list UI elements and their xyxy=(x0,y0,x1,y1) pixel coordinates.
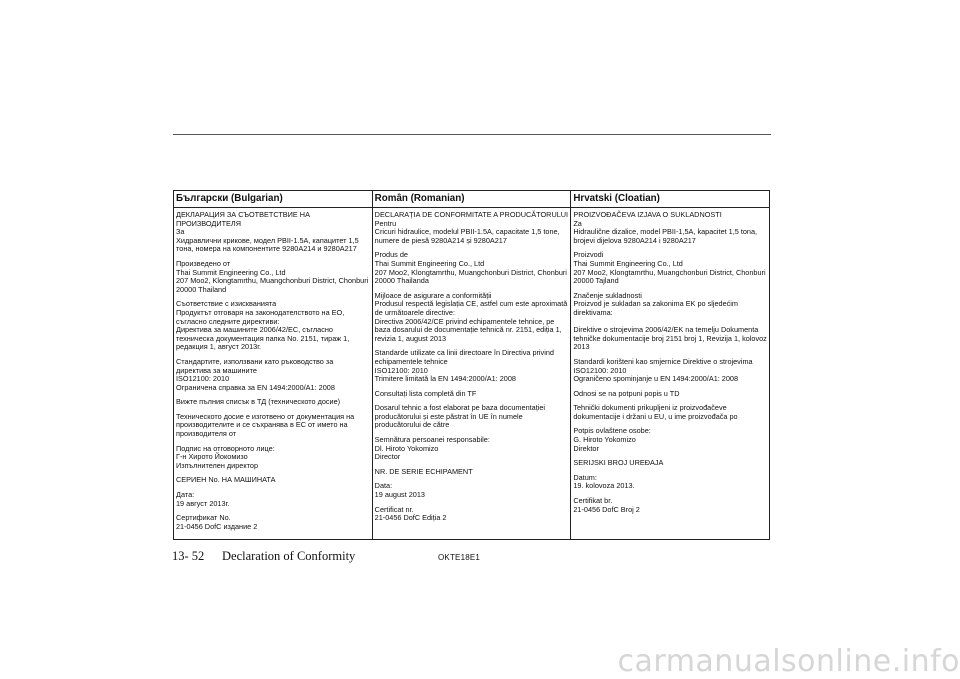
declaration-block: Consultați lista completă din TF xyxy=(374,388,477,398)
column-romanian xyxy=(373,191,572,539)
declaration-block: Стандартите, използвани като ръководство за директива за машините ISO12100: 2010 Ограничена справка за EN 1494:2000/A1: 2008 xyxy=(176,356,335,392)
declaration-block: Standarde utilizate ca linii directoare în Directiva privind echipamentele tehnice ISO12100: 2010 Trimitere limitată la EN 1494:2000/A1: 2008 xyxy=(374,348,554,384)
declaration-block: Tehnički dokumenti prikupljeni iz proizvođačeve dokumentacije i držani u EU, u ime proizvođača po xyxy=(573,403,738,421)
declaration-block: Standardi korišteni kao smjernice Direktive o strojevima ISO12100: 2010 Ograničeno spominjanje u EN 1494:2000/A1: 2008 xyxy=(573,356,753,384)
declaration-block: Odnosi se na potpuni popis u TD xyxy=(573,388,680,398)
declaration-block: Съответствие с изискванията Продуктът отговаря на законодателството на ЕО, съгласно следните директиви: Директива за машините 2006/42/ЕС, съгласно техническа документация папка No. 2151, тираж 1, редакция 1, август 2013г. xyxy=(176,299,350,352)
declaration-block: Дата: 19 август 2013г. xyxy=(176,490,230,508)
declaration-block: Техническото досие е изготвено от документация на производителите и се съхранява в ЕС от името на производителя от xyxy=(176,411,355,439)
column-blocks xyxy=(375,211,569,523)
declaration-block: Data: 19 august 2013 xyxy=(374,481,425,500)
declaration-block: СЕРИЕН No. НА МАШИНАТА xyxy=(176,475,276,485)
declaration-block: Dosarul tehnic a fost elaborat pe baza documentației producătorului și este păstrat în UE în numele producătorului de către xyxy=(374,403,546,430)
column-header: Român (Romanian) xyxy=(373,193,571,208)
declaration-block: Potpis ovlaštene osobe: G. Hiroto Yokomizo Direktor xyxy=(573,426,651,453)
declaration-block: Подпис на отговорното лице: Г-н Хирото Йокомизо Изпълнителен директор xyxy=(176,443,275,470)
page-number: 13- 52 xyxy=(172,549,205,563)
declaration-block: Proizvodi Thai Summit Engineering Co., Ltd 207 Moo2, Klongtamrthu, Muangchonburi District, Chonburi 20000 Tajland xyxy=(573,250,766,286)
declaration-block: NR. DE SERIE ECHIPAMENT xyxy=(374,466,473,476)
declaration-block: Сертификат No. 21-0456 DofC издание 2 xyxy=(176,513,258,531)
top-rule xyxy=(173,134,771,135)
column-header: Български (Bulgarian) xyxy=(174,193,372,208)
column-header: Hrvatski (Cloatian) xyxy=(571,193,769,208)
watermark: carmanualsonline.info xyxy=(617,644,960,679)
declaration-block: Mijloace de asigurare a conformității Produsul respectă legislația CE, astfel cum este aproximată de următoarele directive: Directiva 2006/42/CE privind echipamentele tehnice, pe baza dosarului de documentație tehnică nr. 2151, ediția 1, revizia 1, august 2013 xyxy=(374,290,568,343)
declaration-block: ДЕКЛАРАЦИЯ ЗА СЪОТВЕТСТВИЕ НА ПРОИЗВОДИТЕЛЯ За Хидравлични крикове, модел PBII-1.5A, капацитет 1,5 тона, номера на компонентите 9280A214 и 9280A217 xyxy=(176,210,359,254)
declaration-block: Вижте пълния списък в ТД (техническото досие) xyxy=(176,397,341,407)
section-title: Declaration of Conformity xyxy=(222,549,356,563)
declaration-table xyxy=(173,190,770,540)
declaration-block: Certificat nr. 21-0456 DofC Ediția 2 xyxy=(374,504,447,523)
column-blocks xyxy=(176,211,370,531)
declaration-block: SERIJSKI BROJ UREĐAJA xyxy=(573,458,664,468)
column-croatian xyxy=(571,191,769,539)
declaration-block: PROIZVOĐAČEVA IZJAVA O SUKLADNOSTI Za Hidraulične dizalice, model PBII-1,5A, kapacitet 1,5 tona, brojevi dijelova 9280A214 i 9280A217 xyxy=(573,210,758,245)
column-blocks xyxy=(573,211,767,514)
declaration-block: DECLARAȚIA DE CONFORMITATE A PRODUCĂTORULUI Pentru Cricuri hidraulice, modelul PBII-1.5A, capacitate 1,5 tone, numere de piesă 9280A214 și 9280A217 xyxy=(374,210,569,245)
declaration-block: Datum: 19. kolovoza 2013. xyxy=(573,472,635,491)
column-bulgarian xyxy=(174,191,373,539)
doc-code: OKTE18E1 xyxy=(438,553,481,562)
declaration-block: Značenje sukladnosti Proizvod je sukladan sa zakonima EK po sljedećim direktivama: Direktive o strojevima 2006/42/EK na temelju Dokumenta tehničke dokumentacije broj 2151 broj 1, Revizija 1, kolovoz 2013 xyxy=(573,290,767,352)
declaration-block: Produs de Thai Summit Engineering Co., Ltd 207 Moo2, Klongtamrthu, Muangchonburi District, Chonburi 20000 Thailanda xyxy=(374,250,567,286)
declaration-block: Certifikat br. 21-0456 DofC Broj 2 xyxy=(573,496,640,514)
declaration-block: Произведено от Thai Summit Engineering Co., Ltd 207 Moo2, Klongtamrthu, Muangchonburi District, Chonburi 20000 Thailand xyxy=(176,258,369,294)
declaration-block: Semnătura persoanei responsabile: Dl. Hiroto Yokomizo Director xyxy=(374,435,490,462)
